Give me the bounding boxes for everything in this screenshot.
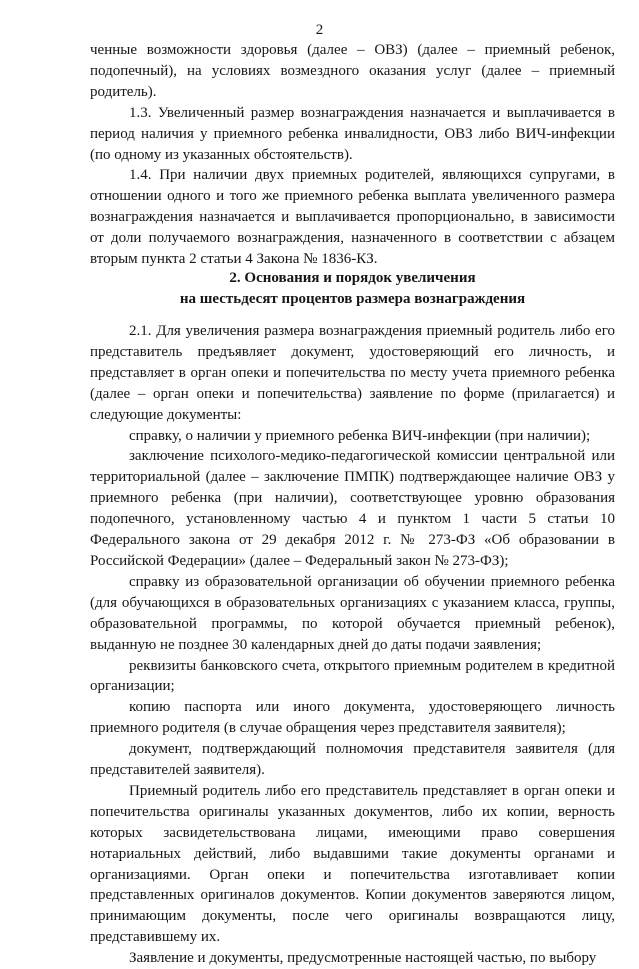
paragraph-1-3: 1.3. Увеличенный размер вознаграждения назначается и выплачивается в период наличия у приемного ребенка инвалидности, ОВЗ либо ВИЧ-инфекции (по одному из указанных обстоятельств). (90, 104, 615, 163)
list-item-passport-copy: копию паспорта или иного документа, удостоверяющего личность приемного родителя (в случае обращения через представителя заявителя); (90, 699, 615, 737)
page-number: 2 (315, 22, 324, 38)
paragraph-continuation: ченные возможности здоровья (далее – ОВЗ) (далее – приемный ребенок, подопечный), на условиях возмездного оказания услуг (далее – приемный родитель). (90, 42, 615, 100)
list-item-school-certificate: справку из образовательной организации об обучении приемного ребенка (для обучающихся в образовательных организациях с указанием класса, группы, образовательной программы, по которой обучается приемный ребенок), выданную не позднее 30 календарных дней до даты подачи заявления; (90, 573, 615, 653)
section-heading (90, 268, 615, 310)
section-text-block (90, 321, 615, 969)
top-text-block (90, 40, 615, 270)
list-item-hiv-certificate: справку, о наличии у приемного ребенка ВИЧ-инфекции (при наличии); (129, 427, 591, 444)
list-item-authority-document: документ, подтверждающий полномочия представителя заявителя (для представителей заявителя). (90, 741, 615, 779)
paragraph-originals: Приемный родитель либо его представитель представляет в орган опеки и попечительства оригиналы указанных документов, либо их копии, верность которых засвидетельствована лицами, имеющими право совершения нотариальных действий, либо выдавшими такие документы органами и организациями. Орган опеки и попечительства изготавливает копии представленных оригиналов документов. Копии документов заверяются лицом, принимающим документы, после чего оригиналы возвращаются лицу, представившему их. (90, 782, 615, 946)
paragraph-2-1: 2.1. Для увеличения размера вознаграждения приемный родитель либо его представитель предъявляет документ, удостоверяющий его личность, и представляет в орган опеки и попечительства по месту учета приемного ребенка (далее – орган опеки и попечительства) заявление по форме (прилагается) и следующие документы: (90, 323, 615, 423)
list-item-pmpk-conclusion: заключение психолого-медико-педагогической комиссии центральной или территориальной (далее – заключение ПМПК) подтверждающее наличие ОВЗ у приемного ребенка (при наличии), соответствующее уровню образования подопечного, установленному частью 4 и пунктом 1 части 5 статьи 10 Федерального закона от 29 декабря 2012 г. № 273-ФЗ «Об образовании в Российской Федерации» (далее – Федеральный закон № 273-ФЗ); (90, 448, 615, 569)
section-heading-line-1: 2. Основания и порядок увеличения (229, 270, 476, 286)
section-heading-line-2: на шестьдесят процентов размера вознаграждения (179, 291, 526, 307)
list-item-bank-details: реквизиты банковского счета, открытого приемным родителем в кредитной организации; (90, 657, 615, 695)
paragraph-1-4: 1.4. При наличии двух приемных родителей, являющихся супругами, в отношении одного и того же приемного ребенка выплата увеличенного размера вознаграждения назначается и выплачивается пропорционально, в зависимости от доли получаемого вознаграждения, назначенного в соответствии с абзацем вторым пункта 2 статьи 4 Закона № 1836-КЗ. (90, 167, 615, 268)
paragraph-application-choice: Заявление и документы, предусмотренные настоящей частью, по выбору (129, 950, 597, 967)
